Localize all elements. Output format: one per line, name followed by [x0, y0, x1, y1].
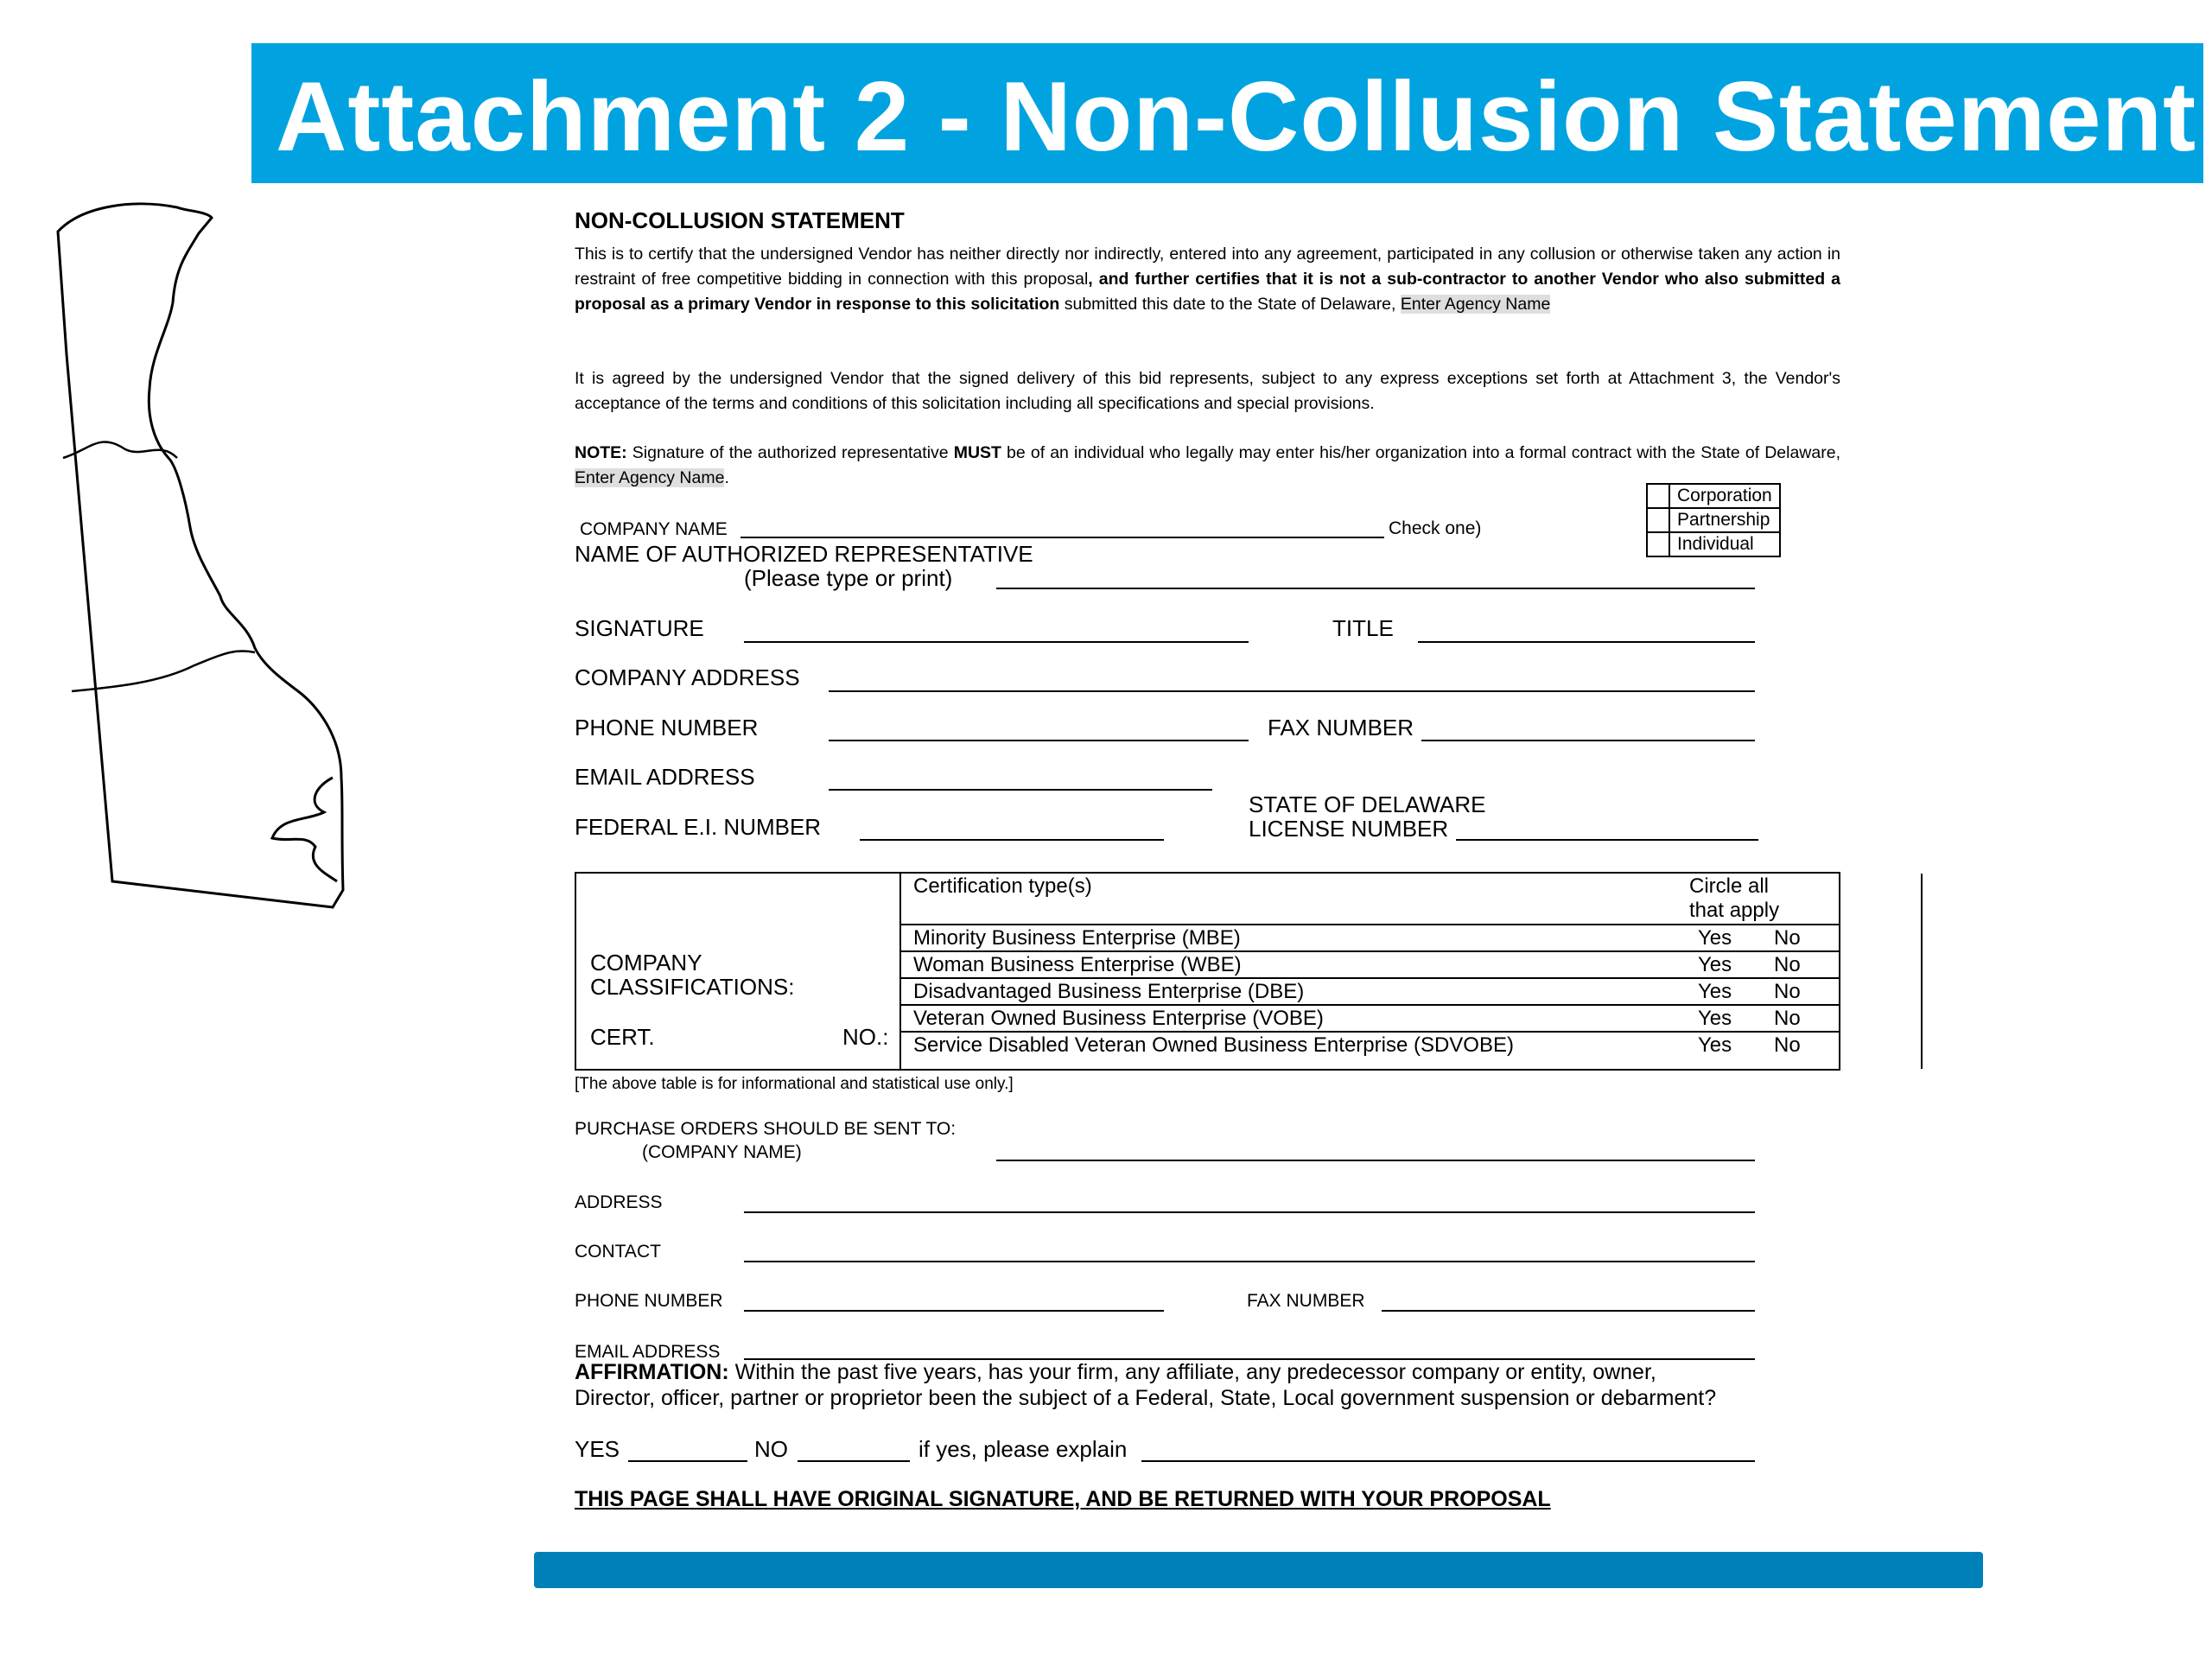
po-company-label: (COMPANY NAME)	[642, 1142, 802, 1162]
address-label: ADDRESS	[575, 1192, 663, 1212]
company-name-label: COMPANY NAME	[580, 519, 728, 539]
table-note: [The above table is for informational and statistical use only.]	[575, 1075, 1014, 1093]
note-text-a: Signature of the authorized representative	[626, 443, 954, 462]
company-address-line[interactable]	[829, 690, 1755, 692]
type-print-label: (Please type or print)	[744, 565, 953, 591]
note-agency-field[interactable]: Enter Agency Name	[575, 468, 725, 487]
phone-label: PHONE NUMBER	[575, 715, 759, 741]
fein-line[interactable]	[860, 839, 1164, 841]
cert-label: CERT.	[590, 1024, 655, 1050]
county-line-south	[72, 651, 255, 691]
checkbox[interactable]	[1647, 484, 1669, 508]
phone-line[interactable]	[829, 740, 1249, 741]
no-option[interactable]: No	[1774, 1033, 1801, 1057]
no-label: NO	[754, 1436, 788, 1462]
explain-label: if yes, please explain	[918, 1436, 1128, 1462]
no-option[interactable]: No	[1774, 1007, 1801, 1030]
note-paragraph: NOTE: Signature of the authorized representative MUST be of an individual who legally may enter his/her organization into a formal contract with the State of Delaware, Enter Agency Name.	[575, 443, 1840, 487]
yes-line[interactable]	[628, 1460, 747, 1462]
address-line[interactable]	[744, 1211, 1755, 1213]
note-text-b: be of an individual who legally may enter his/her organization into a formal contract with the State of Delaware,	[1001, 443, 1840, 462]
delaware-map-outline	[48, 181, 359, 916]
po-label: PURCHASE ORDERS SHOULD BE SENT TO:	[575, 1119, 957, 1139]
cert-text-a: This is to certify that the undersigned Vendor has neither directly nor indirectly, entered into any agreement, participated in any collusion or otherwise taken any action in restraint of free competitive bidding in connection with this proposal	[575, 245, 1840, 289]
option-individual[interactable]	[1647, 532, 1780, 556]
po-email-label: EMAIL ADDRESS	[575, 1342, 721, 1362]
state-outline	[58, 204, 343, 907]
state-license-label-1: STATE OF DELAWARE	[1249, 791, 1486, 817]
option-partnership[interactable]	[1647, 508, 1780, 532]
checkbox[interactable]	[1647, 508, 1669, 532]
classification-header	[901, 874, 1839, 925]
affirmation-line-2: Director, officer, partner or proprietor been the subject of a Federal, State, Local government suspension or debarment?	[575, 1386, 1717, 1410]
option-label: Corporation	[1669, 484, 1780, 508]
auth-rep-line[interactable]	[996, 588, 1755, 589]
cert-text-b: , and further certifies that it is not a sub-contractor to another Vendor who also submitted a proposal as a primary Vendor in response to this solicitation	[575, 270, 1840, 314]
affirmation-text-1: Within the past five years, has your firm, any affiliate, any predecessor company or entity, owner,	[728, 1360, 1656, 1384]
note-must: MUST	[953, 443, 1001, 462]
affirmation-label: AFFIRMATION:	[575, 1360, 729, 1384]
email-line[interactable]	[829, 789, 1212, 791]
classification-row-dbe: Disadvantaged Business Enterprise (DBE) Yes No	[901, 979, 1839, 1006]
cert-text-c: submitted this date to the State of Delaware,	[1059, 295, 1401, 314]
company-address-label: COMPANY ADDRESS	[575, 664, 800, 690]
po-company-line[interactable]	[996, 1160, 1755, 1161]
classification-row-mbe: Minority Business Enterprise (MBE) Yes No	[901, 925, 1839, 952]
explain-line[interactable]	[1141, 1460, 1755, 1462]
po-fax-label: FAX NUMBER	[1247, 1291, 1365, 1311]
footer-statement: THIS PAGE SHALL HAVE ORIGINAL SIGNATURE, AND BE RETURNED WITH YOUR PROPOSAL	[575, 1487, 1551, 1511]
yes-option[interactable]: Yes	[1698, 1033, 1732, 1057]
column-divider	[1921, 874, 1923, 1069]
classification-left-cell	[576, 874, 901, 1069]
email-label: EMAIL ADDRESS	[575, 764, 755, 790]
note-label: NOTE:	[575, 443, 627, 462]
checkbox[interactable]	[1647, 532, 1669, 556]
check-one-label: Check one)	[1389, 518, 1482, 538]
slide-title: Attachment 2 - Non-Collusion Statement	[276, 62, 2197, 172]
agreement-paragraph: It is agreed by the undersigned Vendor that the signed delivery of this bid represents, subject to any express exceptions set forth at Attachment 3, the Vendor's acceptance of the terms and conditions of this solicitation including all specifications and special provisions.	[575, 369, 1840, 413]
cert-type-header: Certification type(s)	[913, 874, 1092, 898]
signature-line[interactable]	[744, 641, 1249, 643]
entity-type-checkboxes	[1646, 483, 1781, 557]
circle-all-header: Circle all that apply	[1689, 874, 1780, 922]
inland-bay	[272, 778, 337, 881]
option-corporation[interactable]	[1647, 484, 1780, 508]
contact-line[interactable]	[744, 1261, 1755, 1262]
state-license-line[interactable]	[1456, 839, 1758, 841]
classification-rows	[901, 874, 1839, 1058]
form-heading: NON-COLLUSION STATEMENT	[575, 207, 905, 233]
po-phone-line[interactable]	[744, 1310, 1164, 1312]
state-license-label-2: LICENSE NUMBER	[1249, 816, 1449, 842]
yes-option[interactable]: Yes	[1698, 953, 1732, 976]
certification-paragraph	[575, 242, 1840, 317]
yes-option[interactable]: Yes	[1698, 1007, 1732, 1030]
classification-table	[575, 872, 1840, 1071]
classification-row-wbe: Woman Business Enterprise (WBE) Yes No	[901, 952, 1839, 979]
title-banner	[251, 43, 2203, 183]
no-option[interactable]: No	[1774, 926, 1801, 950]
yes-option[interactable]: Yes	[1698, 926, 1732, 950]
title-label: TITLE	[1332, 615, 1394, 641]
classification-row-sdvobe: Service Disabled Veteran Owned Business Enterprise (SDVOBE) Yes No	[913, 1033, 1801, 1057]
no-option[interactable]: No	[1774, 980, 1801, 1003]
classification-row-vobe: Veteran Owned Business Enterprise (VOBE) Yes No	[901, 1006, 1839, 1033]
agency-name-field[interactable]: Enter Agency Name	[1400, 295, 1551, 314]
signature-label: SIGNATURE	[575, 615, 704, 641]
no-option[interactable]: No	[1774, 953, 1801, 976]
po-phone-label: PHONE NUMBER	[575, 1291, 723, 1311]
company-label: COMPANY	[590, 950, 702, 976]
option-label: Partnership	[1669, 508, 1780, 532]
classifications-label: CLASSIFICATIONS:	[590, 974, 795, 1000]
yes-label: YES	[575, 1436, 620, 1462]
fein-label: FEDERAL E.I. NUMBER	[575, 814, 822, 840]
fax-line[interactable]	[1421, 740, 1755, 741]
option-label: Individual	[1669, 532, 1780, 556]
bottom-accent-bar	[534, 1552, 1983, 1588]
auth-rep-label: NAME OF AUTHORIZED REPRESENTATIVE	[575, 541, 1033, 567]
title-line[interactable]	[1418, 641, 1755, 643]
po-fax-line[interactable]	[1382, 1310, 1755, 1312]
no-line[interactable]	[798, 1460, 910, 1462]
company-name-line[interactable]	[741, 537, 1384, 538]
yes-option[interactable]: Yes	[1698, 980, 1732, 1003]
cert-no-label[interactable]: NO.:	[842, 1024, 889, 1050]
affirmation-line-1	[575, 1360, 1656, 1385]
fax-label: FAX NUMBER	[1268, 715, 1414, 741]
contact-label: CONTACT	[575, 1242, 661, 1262]
